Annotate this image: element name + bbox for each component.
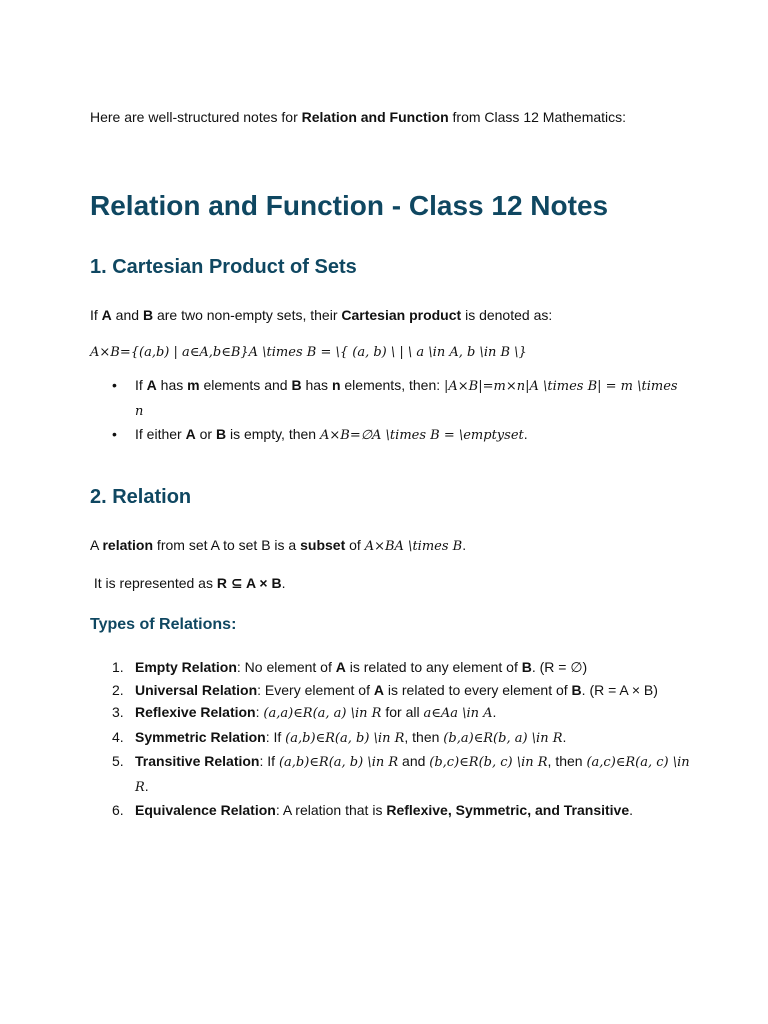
text: , then — [404, 728, 444, 745]
relation-representation — [90, 575, 286, 592]
list-item — [90, 799, 690, 822]
text: . — [523, 426, 528, 442]
text: . (R = ∅) — [531, 659, 588, 675]
text: If — [90, 307, 102, 323]
text: is denoted as: — [461, 307, 553, 323]
math-expression: (b,c)∈R(b, c) \in R — [429, 755, 548, 770]
text: or — [195, 426, 216, 442]
math-expression: (a,b)∈R(a, b) \in R — [285, 730, 405, 746]
bold-text: B — [571, 681, 582, 698]
bold-text: Equivalence Relation — [135, 802, 276, 818]
intro-text-end: from Class 12 Mathematics: — [448, 109, 627, 125]
text: and — [111, 307, 143, 323]
text: is empty, then — [226, 426, 320, 442]
text: , then — [547, 753, 587, 769]
text: . — [462, 537, 467, 553]
intro-text: Here are well-structured notes for — [90, 109, 302, 125]
text: . — [492, 704, 497, 720]
bold-text: A — [101, 307, 112, 323]
math-expression: A×BA \times B — [364, 539, 463, 554]
list-number: 6. — [112, 802, 124, 818]
text: elements and — [199, 377, 292, 393]
list-number: 5. — [112, 753, 124, 769]
list-item — [90, 701, 690, 726]
text: . — [562, 728, 567, 745]
math-expression: (a,b)∈R(a, b) \in R — [278, 755, 399, 770]
text: has — [156, 377, 188, 393]
bold-text: Symmetric Relation — [135, 728, 266, 745]
bold-text: Empty Relation — [135, 659, 237, 675]
list-number: 2. — [112, 681, 124, 698]
text: are two non-empty sets, their — [153, 307, 342, 323]
list-number: 3. — [112, 704, 124, 720]
math-expression: A×B=∅A \times B = \emptyset — [319, 428, 524, 443]
relation-definition — [90, 537, 466, 554]
types-of-relations-heading: Types of Relations: — [90, 616, 237, 633]
text: : Every element of — [257, 681, 374, 698]
list-item — [90, 726, 690, 751]
bold-text: A — [373, 681, 384, 698]
text: . — [629, 802, 634, 818]
text: elements, then: — [340, 377, 445, 393]
text: : — [255, 704, 264, 720]
text: has — [301, 377, 332, 393]
list-item — [90, 679, 690, 702]
text: If — [135, 377, 147, 393]
text: . — [281, 575, 286, 591]
cartesian-bullet-list — [90, 374, 690, 448]
bold-text: subset — [300, 537, 346, 553]
list-item — [90, 656, 690, 679]
intro-paragraph — [90, 109, 626, 125]
cartesian-paragraph — [90, 307, 552, 323]
text: : No element of — [236, 659, 336, 675]
bold-text: A — [185, 426, 196, 442]
text: If either — [135, 426, 186, 442]
bold-text: Transitive Relation — [135, 753, 260, 769]
text: of — [345, 537, 365, 553]
bold-text: m — [187, 377, 200, 393]
bold-text: B — [291, 377, 302, 393]
math-expression: (a,c)∈R(a, c) \in R — [135, 755, 690, 795]
bold-text: Reflexive Relation — [135, 704, 256, 720]
text: and — [398, 753, 430, 769]
math-expression: (a,a)∈R(a, a) \in R — [263, 706, 382, 721]
text: . — [144, 777, 149, 794]
bold-text: B — [142, 307, 154, 323]
math-expression: (b,a)∈R(b, a) \in R — [443, 730, 563, 746]
list-number: 1. — [112, 659, 124, 675]
list-item — [90, 750, 690, 799]
text: is related to any element of — [345, 659, 522, 675]
text: It is represented as — [90, 575, 217, 591]
section-heading-cartesian: 1. Cartesian Product of Sets — [90, 256, 357, 278]
section-heading-relation: 2. Relation — [90, 486, 192, 508]
text: : A relation that is — [275, 802, 387, 818]
list-item — [90, 423, 690, 448]
math-expression: a∈Aa \in A — [423, 706, 493, 721]
list-item — [90, 374, 690, 423]
bold-text: R ⊆ A × B — [216, 575, 282, 591]
bold-text: B — [215, 426, 227, 442]
math-expression: |A×B|=m×n|A \times B| = m \times n — [135, 379, 678, 419]
cartesian-formula: A×B={(a,b) | a∈A,b∈B}A \times B = \{ (a, b) \ | \ a \in A, b \in B \} — [90, 345, 527, 360]
bold-text: Universal Relation — [135, 681, 258, 698]
text: is related to every element of — [384, 681, 572, 698]
page-title: Relation and Function - Class 12 Notes — [90, 190, 609, 221]
intro-bold: Relation and Function — [301, 109, 449, 125]
text: from set A to set B is a — [153, 537, 301, 553]
bold-text: A — [335, 659, 346, 675]
bold-text: relation — [102, 537, 154, 553]
text: : If — [265, 728, 286, 745]
relation-types-list — [90, 656, 690, 822]
bold-text: B — [521, 659, 532, 675]
text: A — [90, 537, 103, 553]
bold-text: Cartesian product — [341, 307, 462, 323]
bold-text: n — [331, 377, 341, 393]
bold-text: Reflexive, Symmetric, and Transitive — [386, 802, 630, 818]
text: for all — [381, 704, 424, 720]
bold-text: A — [146, 377, 157, 393]
text: . (R = A × B) — [581, 681, 658, 698]
text: : If — [259, 753, 279, 769]
list-number: 4. — [112, 728, 124, 745]
